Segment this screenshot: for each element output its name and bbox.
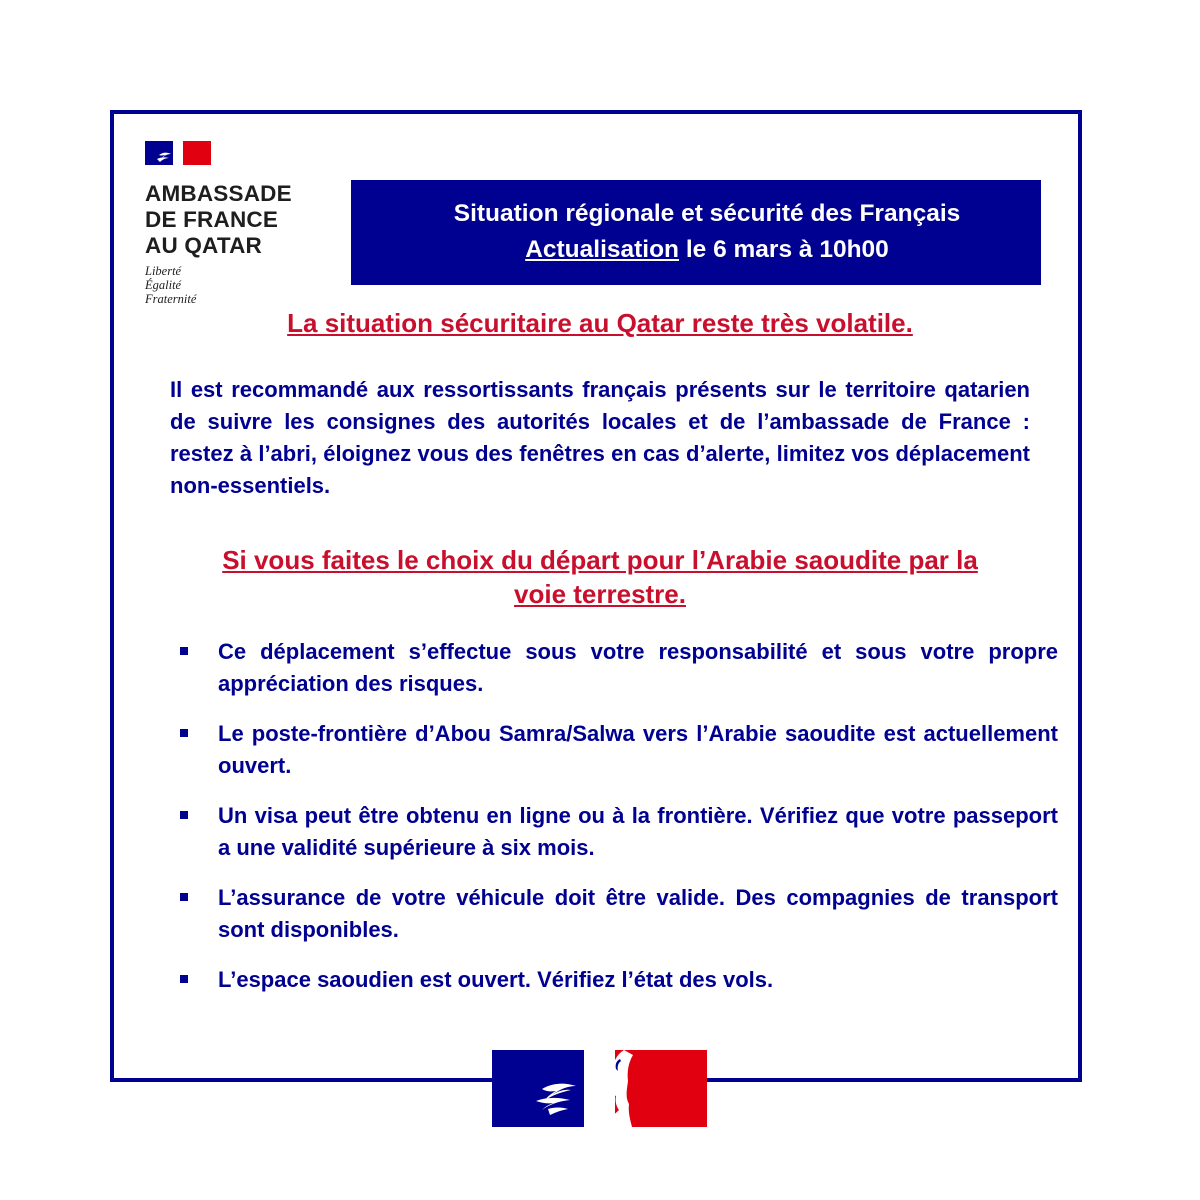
recommendation-paragraph: Il est recommandé aux ressortissants français présents sur le territoire qatarien de suivre les consignes des autorités locales et de l’ambassade de France : restez à l’abri, éloignez vous des fenêtres en cas d’alerte, limitez vos déplacement non-essentiels. bbox=[170, 377, 1030, 498]
bottom-marianne-emblem bbox=[492, 1049, 707, 1129]
list-item bbox=[178, 800, 1058, 864]
header-title: Situation régionale et sécurité des Français bbox=[453, 200, 961, 227]
org-name-line: AU QATAR bbox=[145, 233, 263, 258]
embassy-logo bbox=[145, 141, 345, 306]
list-item-text: Le poste-frontière d’Abou Samra/Salwa vers l’Arabie saoudite est actuellement ouvert. bbox=[218, 721, 1058, 778]
list-item bbox=[178, 882, 1058, 946]
bullet-square-icon bbox=[180, 811, 188, 819]
departure-heading-line2: voie terrestre. bbox=[514, 579, 686, 609]
bullet-square-icon bbox=[180, 729, 188, 737]
list-item-text: Un visa peut être obtenu en ligne ou à la frontière. Vérifiez que votre passeport a une validité supérieure à six mois. bbox=[218, 803, 1058, 860]
list-item-text: L’espace saoudien est ouvert. Vérifiez l’état des vols. bbox=[218, 967, 774, 992]
departure-heading-line1: Si vous faites le choix du départ pour l’Arabie saoudite par la bbox=[222, 545, 978, 575]
marianne-emblem-icon bbox=[492, 1049, 707, 1129]
org-name-line: AMBASSADE bbox=[145, 181, 292, 206]
update-date: le 6 mars à 10h00 bbox=[679, 236, 889, 263]
list-item bbox=[178, 636, 1058, 700]
departure-heading bbox=[150, 543, 1050, 611]
bullet-square-icon bbox=[180, 893, 188, 901]
departure-info-list bbox=[178, 636, 1058, 1014]
bullet-square-icon bbox=[180, 975, 188, 983]
org-name-line: DE FRANCE bbox=[145, 207, 279, 232]
motto-fraternite: Fraternité bbox=[145, 292, 197, 306]
bullet-square-icon bbox=[180, 647, 188, 655]
motto-liberte: Liberté bbox=[145, 264, 182, 278]
header-banner bbox=[351, 180, 1041, 285]
list-item bbox=[178, 964, 1058, 996]
update-label: Actualisation bbox=[525, 236, 680, 263]
list-item bbox=[178, 718, 1058, 782]
marianne-logo-icon bbox=[145, 141, 211, 165]
list-item-text: Ce déplacement s’effectue sous votre responsabilité et sous votre propre appréciation des risques. bbox=[218, 639, 1058, 696]
list-item-text: L’assurance de votre véhicule doit être valide. Des compagnies de transport sont disponibles. bbox=[218, 885, 1058, 942]
motto-egalite: Égalité bbox=[145, 278, 182, 292]
header-update bbox=[373, 232, 1041, 268]
security-alert-heading: La situation sécuritaire au Qatar reste très volatile. bbox=[287, 308, 913, 338]
